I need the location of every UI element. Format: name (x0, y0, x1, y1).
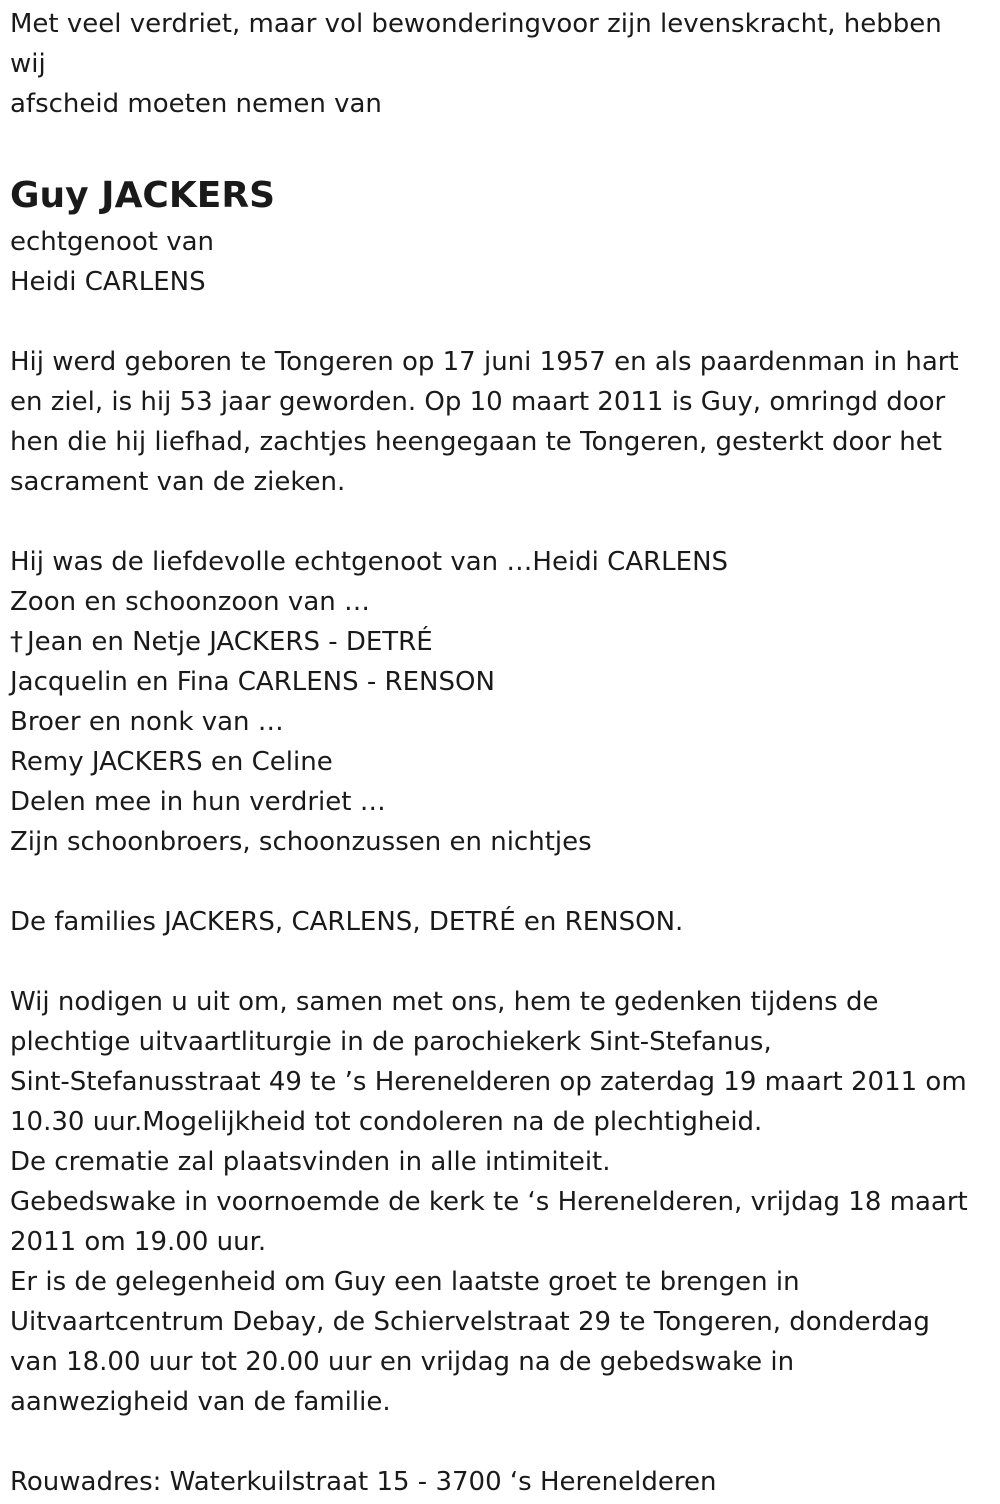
deceased-name: Guy JACKERS (10, 175, 275, 216)
ceremony-line: plechtige uitvaartliturgie in de parochiekerk Sint-Stefanus, (10, 1027, 772, 1057)
spouse-name: Heidi CARLENS (10, 267, 206, 297)
family-share-label: Delen mee in hun verdriet … (10, 787, 386, 817)
bio-line: hen die hij liefhad, zachtjes heengegaan te Tongeren, gesterkt door het (10, 427, 942, 457)
ceremony-line: De crematie zal plaatsvinden in alle intimiteit. (10, 1147, 611, 1177)
ceremony-line: 10.30 uur.Mogelijkheid tot condoleren na de plechtigheid. (10, 1107, 763, 1137)
intro-line: afscheid moeten nemen van (10, 89, 382, 119)
spacer (10, 302, 990, 342)
intro-line: wij (10, 49, 46, 79)
family-son-label: Zoon en schoonzoon van … (10, 587, 370, 617)
bio-line: sacrament van de zieken. (10, 467, 346, 497)
ceremony-line: 2011 om 19.00 uur. (10, 1227, 267, 1257)
intro-section (10, 4, 990, 124)
ceremony-section (10, 982, 990, 1422)
family-inlaw-parents-line: Jacquelin en Fina CARLENS - RENSON (10, 667, 495, 697)
parents-names: Jean en Netje JACKERS - DETRÉ (27, 627, 433, 657)
intro-line: Met veel verdriet, maar vol bewonderingvoor zijn levenskracht, hebben (10, 9, 942, 39)
ceremony-line: Uitvaartcentrum Debay, de Schiervelstraat 29 te Tongeren, donderdag (10, 1307, 930, 1337)
deceased-section (10, 170, 990, 302)
ceremony-line: Wij nodigen u uit om, samen met ons, hem te gedenken tijdens de (10, 987, 879, 1017)
ceremony-line: Gebedswake in voornoemde de kerk te ‘s Herenelderen, vrijdag 18 maart (10, 1187, 968, 1217)
cross-icon: † (10, 627, 23, 657)
family-parents-line (10, 622, 990, 662)
spacer (10, 942, 990, 982)
spacer (10, 502, 990, 542)
spouse-label: echtgenoot van (10, 227, 215, 257)
family-spouse-line: Hij was de liefdevolle echtgenoot van …Heidi CARLENS (10, 547, 729, 577)
family-brother-label: Broer en nonk van … (10, 707, 284, 737)
family-inlaws-line: Zijn schoonbroers, schoonzussen en nichtjes (10, 827, 592, 857)
ceremony-line: aanwezigheid van de familie. (10, 1387, 391, 1417)
family-brother-line: Remy JACKERS en Celine (10, 747, 333, 777)
ceremony-line: Er is de gelegenheid om Guy een laatste groet te brengen in (10, 1267, 800, 1297)
bio-section (10, 342, 990, 502)
families-line: De families JACKERS, CARLENS, DETRÉ en RENSON. (10, 907, 684, 937)
family-section (10, 542, 990, 862)
bio-line: en ziel, is hij 53 jaar geworden. Op 10 maart 2011 is Guy, omringd door (10, 387, 946, 417)
mourning-address: Rouwadres: Waterkuilstraat 15 - 3700 ‘s Herenelderen (10, 1467, 717, 1497)
ceremony-line: Sint-Stefanusstraat 49 te ’s Herenelderen op zaterdag 19 maart 2011 om (10, 1067, 967, 1097)
spacer (10, 862, 990, 902)
spacer (10, 124, 990, 164)
ceremony-line: van 18.00 uur tot 20.00 uur en vrijdag na de gebedswake in (10, 1347, 795, 1377)
bio-line: Hij werd geboren te Tongeren op 17 juni 1957 en als paardenman in hart (10, 347, 959, 377)
spacer (10, 1422, 990, 1462)
